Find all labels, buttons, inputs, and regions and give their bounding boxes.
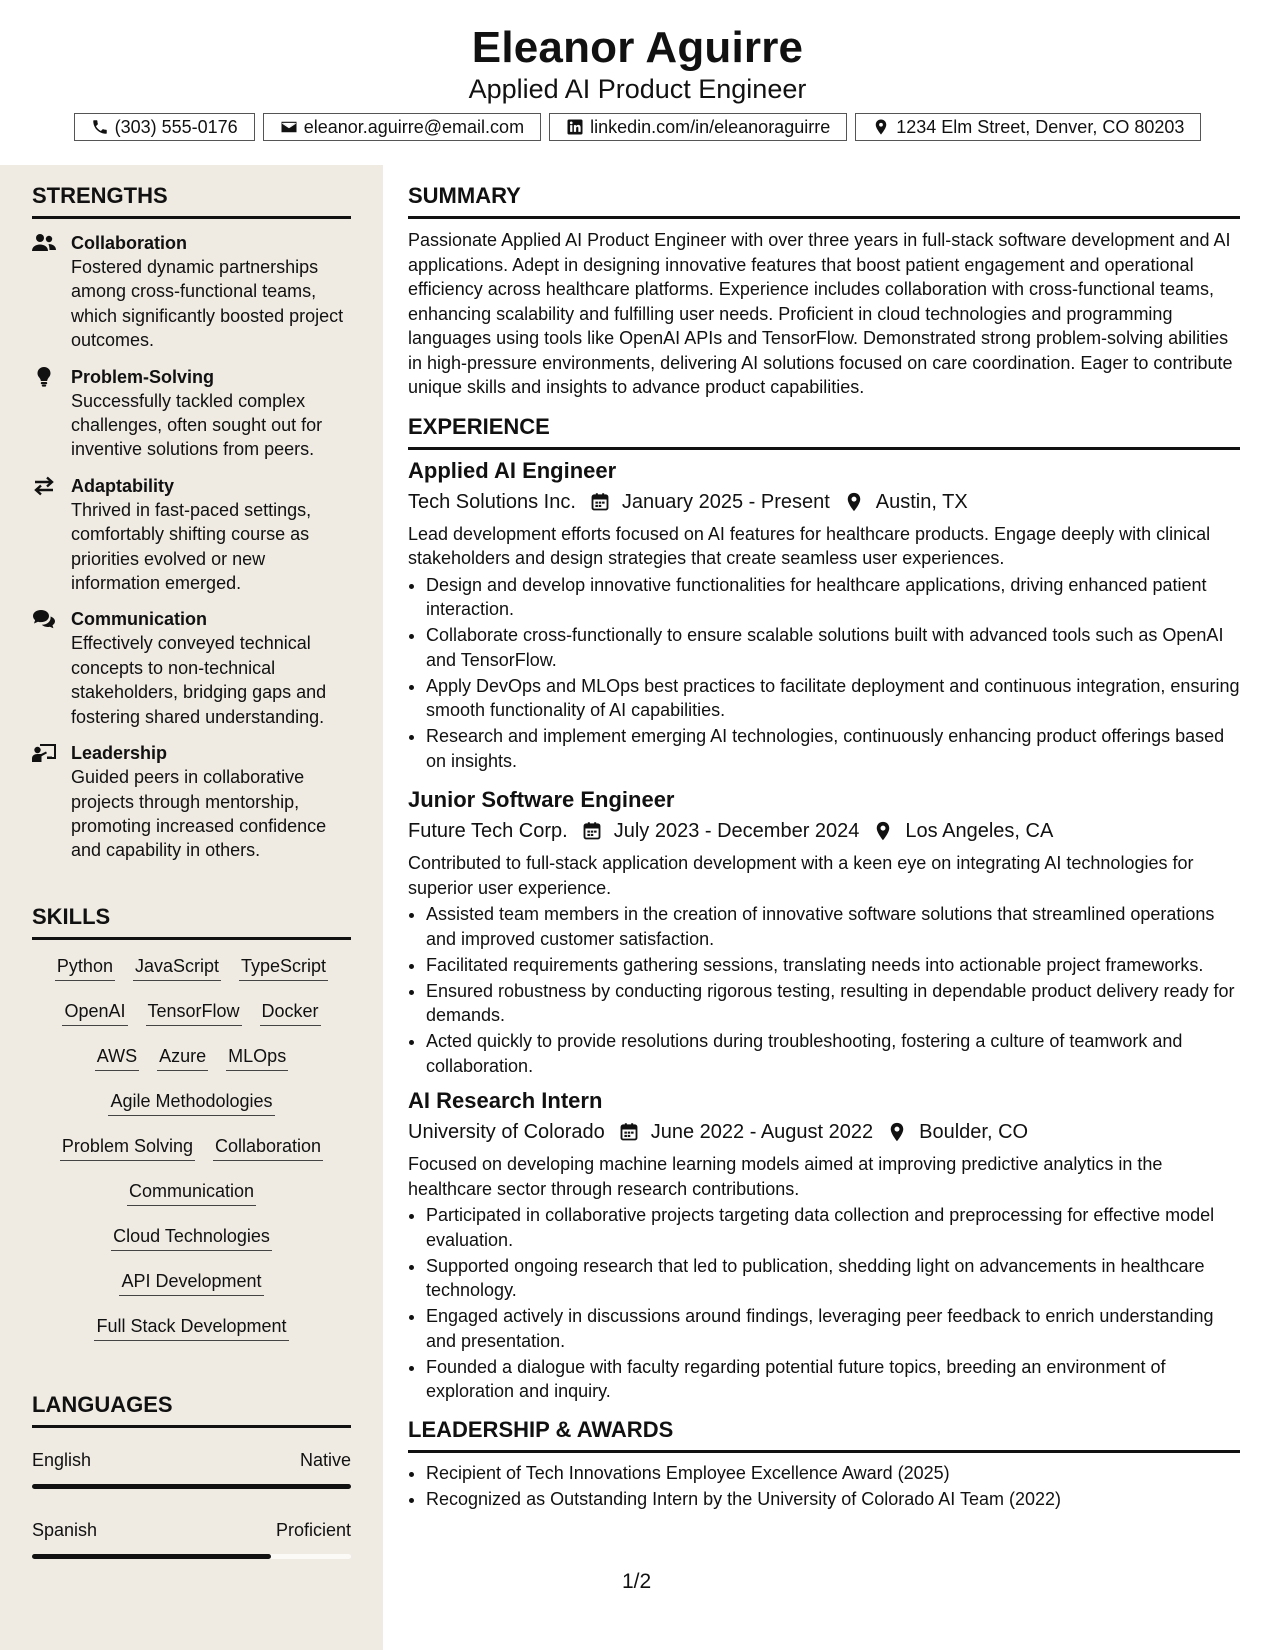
teacher-board-icon — [32, 743, 56, 763]
linkedin-icon — [566, 118, 584, 136]
sidebar — [0, 165, 383, 1650]
job-bullets — [408, 902, 1240, 1078]
job-description: Contributed to full-stack application development with a keen eye on integrating AI technologies for superior user experience. — [408, 853, 1194, 898]
map-pin-icon — [887, 1122, 907, 1142]
languages-heading: LANGUAGES — [32, 1391, 351, 1428]
job-bullet: • Participated in collaborative projects targeting data collection and preprocessing for effective model evaluation. — [426, 1203, 1240, 1252]
contact-email[interactable] — [263, 113, 541, 141]
strength-item — [32, 365, 351, 462]
job-company: University of Colorado — [408, 1121, 605, 1143]
job-company: Future Tech Corp. — [408, 820, 568, 842]
skills-row — [119, 1269, 263, 1314]
skill-tag: OpenAI — [62, 999, 127, 1026]
skill-tag: Full Stack Development — [94, 1314, 288, 1341]
skills-row — [111, 1224, 272, 1269]
contact-email-text: eleanor.aguirre@email.com — [303, 116, 525, 137]
job-bullets — [408, 573, 1240, 774]
strength-name: Adaptability — [71, 475, 175, 496]
phone-icon — [91, 118, 109, 136]
award-item: • Recognized as Outstanding Intern by the University of Colorado AI Team (2022) — [426, 1487, 1240, 1512]
strength-desc: Effectively conveyed technical concepts to non-technical stakeholders, bridging gaps and fostering shared understanding. — [71, 633, 327, 727]
skills-row — [108, 1089, 274, 1134]
strength-name: Leadership — [71, 743, 168, 764]
summary-section — [408, 182, 1240, 400]
job-description: Focused on developing machine learning models aimed at improving predictive analytics in the healthcare sector through research contributions. — [408, 1154, 1163, 1199]
skill-tag: JavaScript — [133, 954, 221, 981]
job-meta — [408, 1117, 1240, 1147]
strength-desc: Thrived in fast-paced settings, comfortably shifting course as priorities evolved or new information emerged. — [71, 499, 312, 594]
envelope-icon — [280, 118, 298, 136]
skill-tag: Azure — [157, 1044, 208, 1071]
job-bullet: • Ensured robustness by conducting rigorous testing, resulting in dependable product delivery ready for demands. — [426, 979, 1240, 1028]
contact-phone[interactable] — [74, 113, 255, 141]
language-name: Spanish — [32, 1520, 98, 1540]
job-location: Boulder, CO — [919, 1121, 1029, 1143]
strength-item — [32, 474, 351, 596]
strength-item — [32, 231, 351, 353]
skill-tag: Communication — [127, 1179, 256, 1206]
strengths-heading: STRENGTHS — [32, 182, 351, 219]
skill-tag: TensorFlow — [146, 999, 242, 1026]
main-content — [408, 182, 1240, 1513]
summary-text: Passionate Applied AI Product Engineer with over three years in full-stack software development and AI applications. Adept in designing innovative features that boost patient engagement and operational efficiency across healthcare platforms. Experience includes collaboration with cross-functional teams, enhancing scalability and fulfilling user needs. Proficient in cloud technologies and programming languages using tools like OpenAI APIs and TensorFlow. Demonstrated strong problem-solving abilities in high-pressure environments, delivering AI solutions focused on care coordination. Eager to contribute unique skills and insights to advance product capabilities. — [408, 230, 1233, 397]
experience-heading: EXPERIENCE — [408, 413, 1240, 450]
languages-section — [32, 1391, 351, 1588]
skills-row — [55, 954, 328, 999]
contact-phone-text: (303) 555-0176 — [114, 116, 238, 137]
candidate-name: Eleanor Aguirre — [471, 23, 804, 72]
language-item — [32, 1518, 351, 1588]
job-dates: July 2023 - December 2024 — [613, 820, 860, 842]
lightbulb-icon — [32, 367, 56, 387]
job-entry — [408, 785, 1240, 1078]
language-bar — [32, 1484, 351, 1489]
skill-tag: API Development — [119, 1269, 263, 1296]
job-dates: January 2025 - Present — [621, 490, 830, 513]
calendar-icon — [582, 821, 602, 841]
strengths-section — [32, 182, 351, 863]
job-bullet: • Engaged actively in discussions around findings, leveraging peer feedback to enrich understanding and presentation. — [426, 1304, 1240, 1353]
language-level: Proficient — [275, 1520, 351, 1540]
job-bullet: • Design and develop innovative functionalities for healthcare applications, driving enhanced patient interaction. — [426, 573, 1240, 622]
skills-list — [32, 954, 351, 1359]
strength-name: Communication — [71, 609, 208, 630]
strength-item — [32, 607, 351, 729]
award-item: • Recipient of Tech Innovations Employee Excellence Award (2025) — [426, 1461, 1240, 1486]
strength-name: Problem-Solving — [71, 366, 215, 387]
job-title: AI Research Intern — [408, 1088, 603, 1113]
strength-desc: Successfully tackled complex challenges, often sought out for inventive solutions from peers. — [71, 390, 323, 460]
language-level: Native — [299, 1450, 351, 1470]
skill-tag: MLOps — [226, 1044, 288, 1071]
job-location: Los Angeles, CA — [905, 820, 1054, 842]
strength-desc: Fostered dynamic partnerships among cross-functional teams, which significantly boosted project outcomes. — [71, 257, 344, 351]
language-item — [32, 1448, 351, 1518]
strength-desc: Guided peers in collaborative projects through mentorship, promoting increased confidence and capability in others. — [71, 767, 327, 861]
skills-row — [94, 1314, 288, 1359]
calendar-icon — [619, 1122, 639, 1142]
job-entry — [408, 456, 1240, 774]
job-bullet: • Research and implement emerging AI technologies, continuously enhancing product offerings based on insights. — [426, 724, 1240, 773]
contact-bar — [0, 113, 1275, 141]
skills-row — [95, 1044, 288, 1089]
awards-heading: LEADERSHIP & AWARDS — [408, 1416, 1240, 1453]
skill-tag: Problem Solving — [60, 1134, 195, 1161]
skills-row — [62, 999, 320, 1044]
skill-tag: Cloud Technologies — [111, 1224, 272, 1251]
skill-tag: Python — [55, 954, 115, 981]
map-pin-icon — [872, 118, 890, 136]
job-company: Tech Solutions Inc. — [408, 490, 576, 513]
skill-tag: TypeScript — [239, 954, 328, 981]
contact-linkedin-text: linkedin.com/in/eleanoraguirre — [590, 116, 831, 137]
contact-address[interactable] — [855, 113, 1201, 141]
users-icon — [32, 233, 56, 253]
job-description: Lead development efforts focused on AI features for healthcare products. Engage deeply with clinical stakeholders and design strategies that create seamless user experiences. — [408, 523, 1211, 568]
job-bullet: • Founded a dialogue with faculty regarding potential future topics, breeding an environment of exploration and inquiry. — [426, 1355, 1240, 1404]
job-bullet: • Collaborate cross-functionally to ensure scalable solutions built with advanced tools such as OpenAI and TensorFlow. — [426, 623, 1240, 672]
job-bullet: • Acted quickly to provide resolutions during troubleshooting, fostering a culture of teamwork and collaboration. — [426, 1029, 1240, 1078]
skills-row — [127, 1179, 256, 1224]
skills-heading: SKILLS — [32, 903, 351, 940]
language-bar-fill — [32, 1554, 271, 1559]
skills-section — [32, 903, 351, 1359]
summary-heading: SUMMARY — [408, 182, 1240, 219]
strength-item — [32, 741, 351, 863]
skill-tag: Agile Methodologies — [108, 1089, 274, 1116]
page-number: 1/2 — [622, 1570, 652, 1593]
job-bullet: • Facilitated requirements gathering sessions, translating needs into actionable project frameworks. — [426, 953, 1240, 978]
chat-bubbles-icon — [32, 609, 56, 629]
map-pin-icon — [873, 821, 893, 841]
language-name: English — [32, 1450, 92, 1470]
contact-address-text: 1234 Elm Street, Denver, CO 80203 — [896, 116, 1185, 137]
job-title: Applied AI Engineer — [408, 457, 617, 483]
job-location: Austin, TX — [875, 490, 968, 513]
strength-name: Collaboration — [71, 233, 187, 253]
job-bullet: • Apply DevOps and MLOps best practices to facilitate deployment and continuous integration, ensuring smooth functionality of AI capabilities. — [426, 674, 1240, 723]
awards-list — [408, 1461, 1240, 1512]
job-dates: June 2022 - August 2022 — [650, 1121, 874, 1143]
skill-tag: AWS — [95, 1044, 139, 1071]
map-pin-icon — [844, 492, 864, 512]
exchange-arrows-icon — [32, 476, 56, 496]
language-bar — [32, 1554, 351, 1559]
candidate-role: Applied AI Product Engineer — [468, 74, 807, 104]
job-entry — [408, 1086, 1240, 1404]
job-meta — [408, 487, 1240, 517]
job-bullet: • Supported ongoing research that led to publication, shedding light on advancements in healthcare technology. — [426, 1254, 1240, 1303]
skills-row — [60, 1134, 323, 1179]
job-title: Junior Software Engineer — [408, 787, 675, 812]
awards-section — [408, 1416, 1240, 1512]
job-bullet: • Assisted team members in the creation of innovative software solutions that streamlined operations and improved customer satisfaction. — [426, 902, 1240, 951]
language-bar-fill — [32, 1484, 351, 1489]
skill-tag: Collaboration — [213, 1134, 323, 1161]
calendar-icon — [590, 492, 610, 512]
job-bullets — [408, 1203, 1240, 1404]
job-meta — [408, 816, 1240, 846]
experience-section — [408, 413, 1240, 1404]
contact-linkedin[interactable] — [549, 113, 847, 141]
skill-tag: Docker — [260, 999, 321, 1026]
